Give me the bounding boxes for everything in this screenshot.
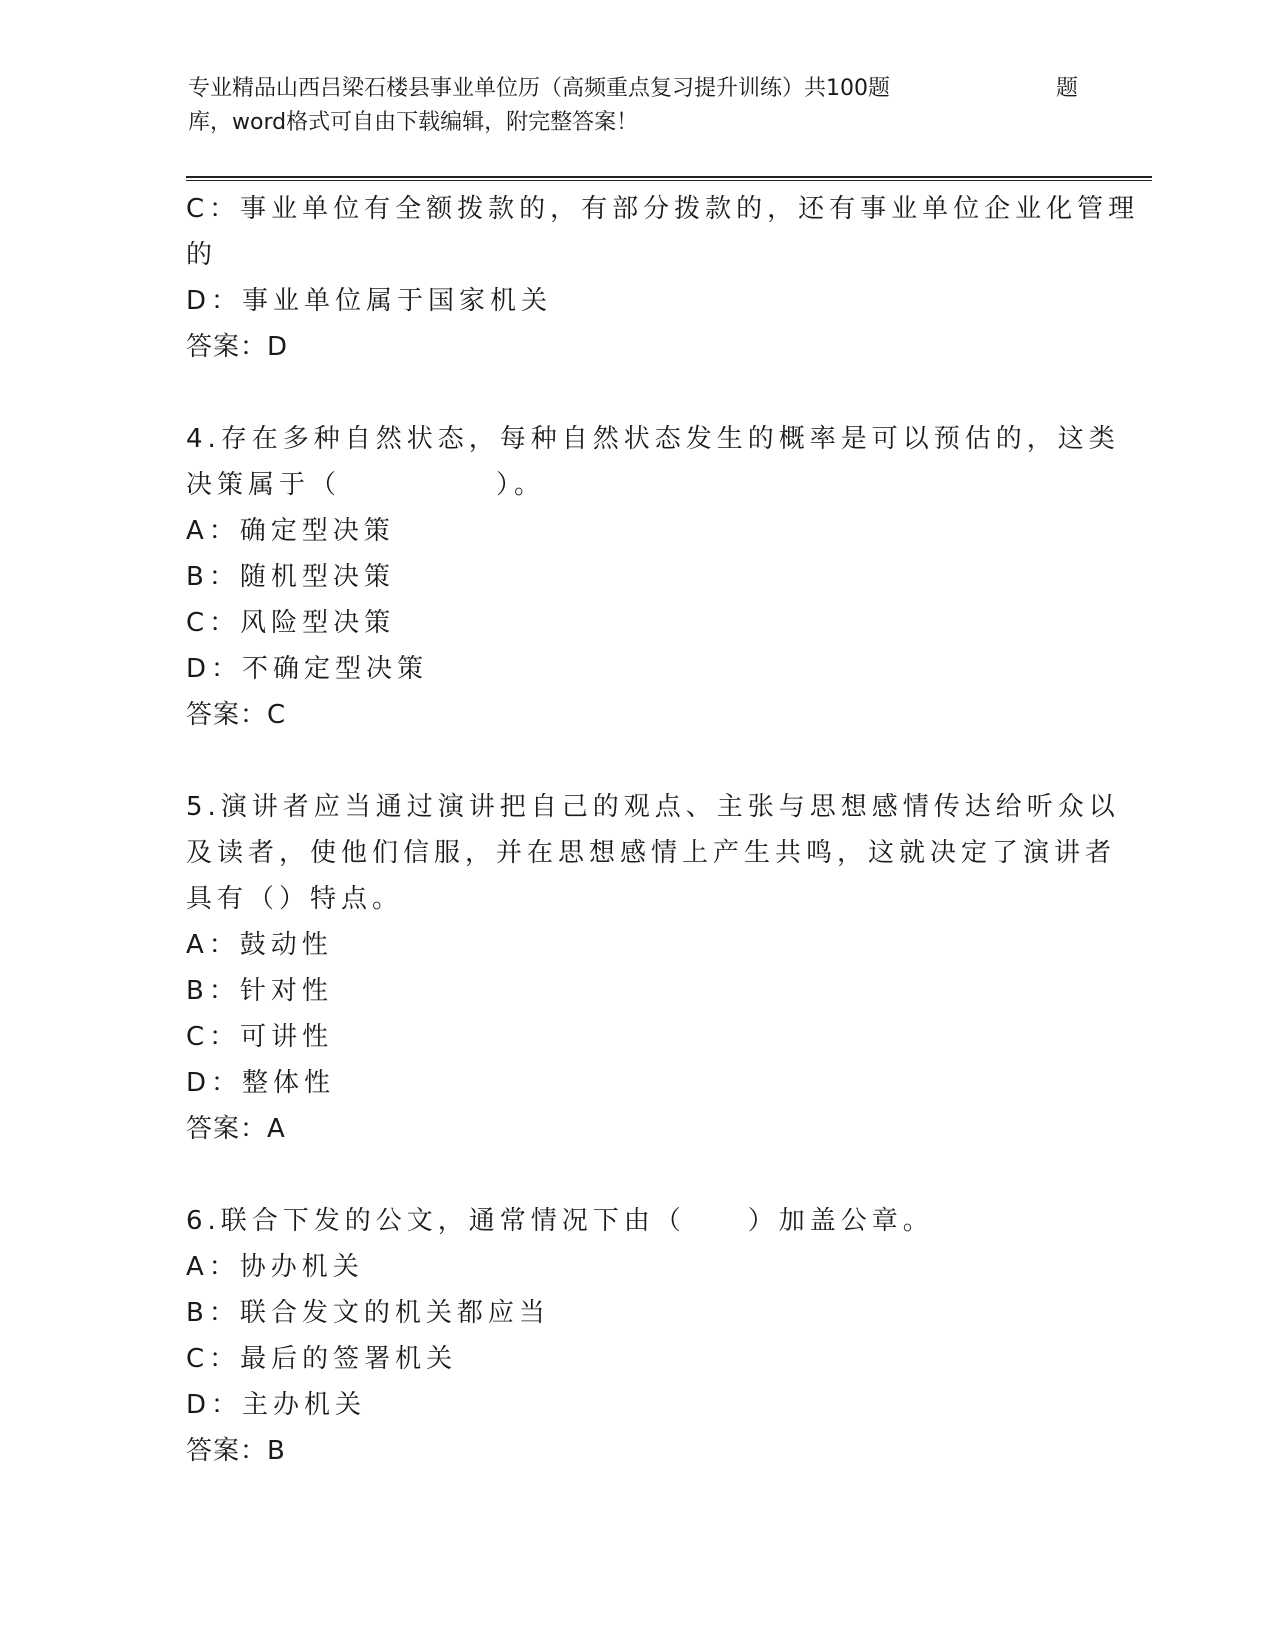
question-3 <box>186 186 1140 370</box>
q5-answer: 答案：A <box>186 1114 286 1144</box>
q4-option-d: D：不确定型决策 <box>186 654 429 684</box>
q5-stem-line1: 5.演讲者应当通过演讲把自己的观点、主张与思想感情传达给听众以 <box>186 792 1120 822</box>
q4-stem-line2: 决策属于（ ）。 <box>186 470 546 500</box>
q5-stem-line3: 具有（）特点。 <box>186 884 404 914</box>
q6-answer: 答案：B <box>186 1436 286 1466</box>
q5-option-b: B：针对性 <box>186 976 333 1006</box>
header-line-2: 库，word格式可自由下载编辑，附完整答案！ <box>188 110 639 135</box>
q6-option-d: D：主办机关 <box>186 1390 367 1420</box>
header-rule-thin <box>186 180 1152 181</box>
header-rule-thick <box>186 176 1152 178</box>
q5-option-a: A：鼓动性 <box>186 930 333 960</box>
q6-option-a: A：协办机关 <box>186 1252 364 1282</box>
q3-option-c-line1: C：事业单位有全额拨款的，有部分拨款的，还有事业单位企业化管理 <box>186 194 1140 224</box>
header-title: 专业精品山西吕梁石楼县事业单位历（高频重点复习提升训练）共100题 <box>188 76 890 101</box>
q4-answer: 答案：C <box>186 700 287 730</box>
q3-option-c-line2: 的 <box>186 240 218 270</box>
q4-stem-line1: 4.存在多种自然状态，每种自然状态发生的概率是可以预估的，这类 <box>186 424 1120 454</box>
q5-stem-line2: 及读者，使他们信服，并在思想感情上产生共鸣，这就决定了演讲者 <box>186 838 1117 868</box>
q6-option-b: B：联合发文的机关都应当 <box>186 1298 550 1328</box>
question-6 <box>186 1198 1086 1474</box>
document-header <box>188 72 1088 140</box>
q4-option-c: C：风险型决策 <box>186 608 396 638</box>
question-gap <box>186 738 1086 784</box>
question-gap <box>186 1152 1086 1198</box>
question-4 <box>186 416 1120 738</box>
question-gap <box>186 370 1086 416</box>
q5-option-d: D：整体性 <box>186 1068 336 1098</box>
q6-option-c: C：最后的签署机关 <box>186 1344 458 1374</box>
q3-option-d: D：事业单位属于国家机关 <box>186 286 553 316</box>
q5-option-c: C：可讲性 <box>186 1022 334 1052</box>
header-trailing-char: 题 <box>1056 76 1079 101</box>
q4-option-b: B：随机型决策 <box>186 562 395 592</box>
document-body <box>186 186 1140 1474</box>
header-line-1 <box>188 72 1088 106</box>
question-5 <box>186 784 1120 1152</box>
q6-stem-line1: 6.联合下发的公文，通常情况下由（ ）加盖公章。 <box>186 1206 934 1236</box>
q4-option-a: A：确定型决策 <box>186 516 395 546</box>
q3-answer: 答案：D <box>186 332 289 362</box>
